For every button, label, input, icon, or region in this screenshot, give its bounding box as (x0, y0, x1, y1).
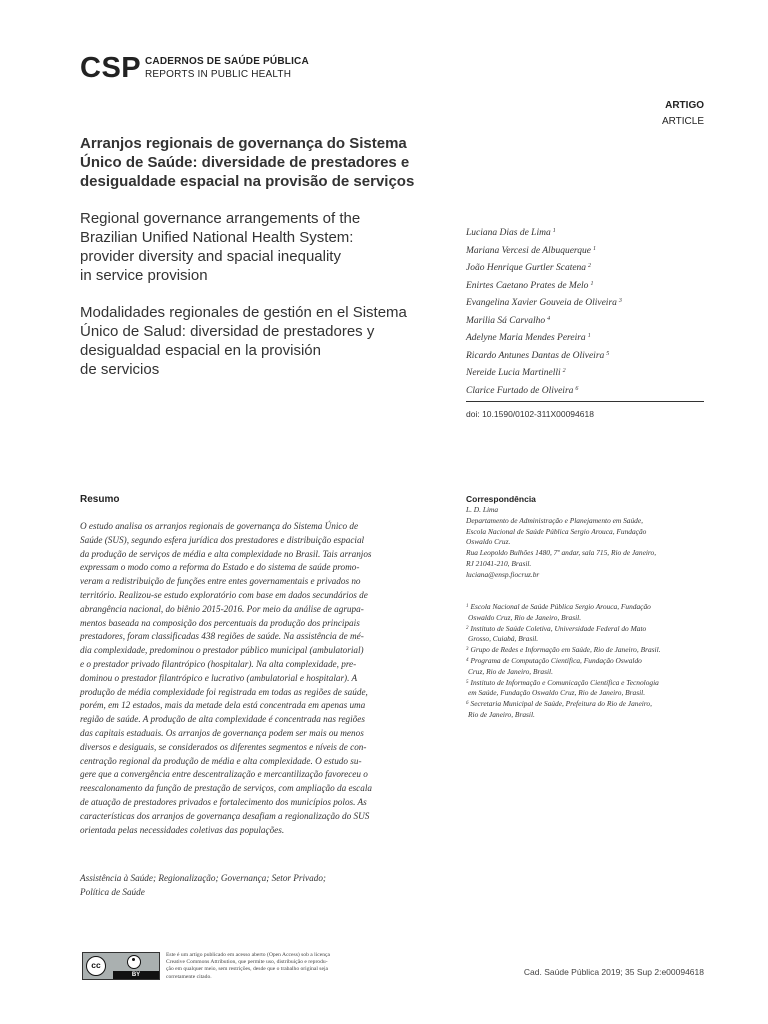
author-name-text: Enirtes Caetano Prates de Melo (466, 280, 589, 291)
author-affiliation-number: 1 (592, 245, 596, 252)
affiliation-text: Escola Nacional de Saúde Pública Sergio Arouca, Fundação (470, 602, 651, 611)
abstract-line: gere que a convergência entre descentralização e mercantilização favoreceu o (80, 769, 368, 780)
affiliation-text: Instituto de Informação e Comunicação Científica e Tecnologia (470, 677, 659, 687)
affiliation-text: em Saúde, Fundação Oswaldo Cruz, Rio de Janeiro, Brasil. (468, 688, 646, 698)
title-line: Regional governance arrangements of the (80, 210, 361, 227)
attribution-icon (127, 955, 141, 969)
author-affiliation-number: 5 (606, 350, 610, 357)
affiliation-line (466, 634, 706, 645)
author-name-text: Clarice Furtado de Oliveira (466, 385, 574, 396)
correspondence-line: Escola Nacional de Saúde Pública Sergio Arouca, Fundação (466, 526, 647, 536)
affiliation-text: Rio de Janeiro, Brasil. (468, 709, 535, 719)
title-line: Modalidades regionales de gestión en el Sistema (80, 304, 407, 321)
correspondence-line: L. D. Lima (466, 505, 499, 514)
abstract-line: prestadores, foram classificadas 438 regiões de saúde. Na assistência de mé- (80, 631, 364, 642)
abstract-line: dominou o prestador filantrópico e lucrativo (ambulatorial e hospitalar). A (80, 672, 358, 683)
title-portuguese (80, 134, 450, 191)
author-name (466, 242, 706, 260)
article-type-pt: ARTIGO (665, 100, 704, 111)
divider (466, 401, 704, 402)
license-line: Este é um artigo publicado em acesso aberto (Open Access) sob a licença (166, 952, 331, 958)
correspondence-line: Departamento de Administração e Planejamento em Saúde, (466, 515, 643, 525)
by-label: BY (113, 971, 159, 979)
author-name-text: João Henrique Gurtler Scatena (466, 263, 587, 273)
affiliation-number: 6 (466, 701, 469, 707)
title-line: desigualdad espacial en la provisión (80, 342, 321, 359)
keywords-line: Política de Saúde (80, 886, 145, 897)
affiliation-line (466, 710, 706, 721)
author-name-text: Nereide Lucia Martinelli (466, 368, 561, 378)
author-name (466, 364, 706, 382)
author-affiliation-number: 2 (588, 263, 592, 269)
author-affiliation-number: 6 (575, 385, 579, 392)
affiliation-text: Instituto de Saúde Coletiva, Universidade Federal do Mato (470, 623, 647, 633)
license-line: Creative Commons Attribution, que permite uso, distribuição e reprodu- (166, 959, 328, 966)
affiliation-number: 2 (466, 625, 469, 631)
affiliation-line (466, 678, 706, 689)
affiliation-line (466, 667, 706, 678)
author-affiliation-number: 3 (618, 298, 622, 304)
abstract-line: da produção de serviços de média e alta complexidade no Brasil. Tais arranjos (80, 548, 372, 559)
correspondence-line: RJ 21041-210, Brasil. (466, 558, 532, 568)
doi[interactable]: doi: 10.1590/0102-311X00094618 (466, 409, 594, 419)
abstract-line: O estudo analisa os arranjos regionais de governança do Sistema Único de (80, 521, 359, 531)
abstract-line: centração regional da produção de média e alta complexidade. O estudo su- (80, 755, 362, 766)
abstract-line: e o prestador privado filantrópico (hospitalar). Na alta complexidade, pre- (80, 658, 357, 669)
keywords-line: Assistência à Saúde; Regionalização; Governança; Setor Privado; (80, 873, 326, 883)
title-english (80, 209, 450, 285)
creative-commons-badge[interactable] (82, 952, 160, 980)
title-line: de servicios (80, 361, 160, 378)
cc-icon: cc (86, 956, 106, 976)
journal-name-en: REPORTS IN PUBLIC HEALTH (145, 69, 292, 80)
license-line: ção em qualquer meio, sem restrições, desde que o trabalho original seja (166, 966, 329, 973)
affiliation-line (466, 645, 706, 656)
keywords (80, 872, 448, 900)
abstract-body (80, 520, 448, 837)
author-name-text: Marilia Sá Carvalho (466, 315, 546, 326)
author-name (466, 224, 706, 242)
affiliation-text: Cruz, Rio de Janeiro, Brasil. (468, 666, 553, 676)
author-name (466, 259, 706, 277)
article-type-en: ARTICLE (661, 116, 704, 127)
author-affiliation-number: 1 (590, 280, 594, 287)
abstract-line: de atuação de prestadores privados e fortalecimento dos municípios polos. As (80, 796, 367, 807)
affiliation-text: Programa de Computação Científica, Fundação Oswaldo (470, 655, 642, 665)
author-affiliation-number: 1 (587, 333, 591, 339)
title-line: in service provision (80, 267, 208, 284)
abstract-line: das capitais estaduais. Os arranjos de governança podem ser mais ou menos (80, 727, 364, 738)
correspondence-heading: Correspondência (466, 494, 536, 504)
abstract-line: dia complexidade, predominou o prestador público municipal (ambulatorial) (80, 645, 364, 656)
author-name (466, 329, 706, 347)
affiliations (466, 602, 706, 721)
author-name-text: Mariana Vercesi de Albuquerque (466, 245, 591, 256)
abstract-line: Saúde (SUS), segundo esfera jurídica dos prestadores e distribuição espacial (80, 534, 365, 545)
author-name (466, 382, 706, 400)
journal-logo: CSP (80, 52, 142, 84)
affiliation-line (466, 602, 706, 613)
title-line: Único de Salud: diversidad de prestadores y (80, 323, 375, 340)
title-line: desigualdade espacial na provisão de serviços (80, 173, 415, 190)
citation: Cad. Saúde Pública 2019; 35 Sup 2:e00094618 (523, 967, 704, 977)
author-list (466, 224, 706, 399)
author-name (466, 277, 706, 295)
author-name-text: Evangelina Xavier Gouveia de Oliveira (466, 298, 617, 308)
correspondence-body (466, 505, 706, 581)
author-name-text: Luciana Dias de Lima (466, 228, 551, 238)
abstract-line: expressam o modo como a reforma do Estado e do sistema de saúde promo- (80, 562, 360, 573)
title-spanish (80, 303, 450, 379)
title-line: provider diversity and spacial inequality (80, 248, 341, 265)
affiliation-number: 5 (466, 679, 469, 685)
abstract-line: produção de média complexidade foi registrada em todas as regiões de saúde, (80, 686, 368, 697)
license-text (166, 952, 396, 981)
author-name (466, 294, 706, 312)
affiliation-line (466, 699, 706, 710)
abstract-line: abrangência nacional, do biênio 2015-2016. Por meio da análise de agrupa- (80, 603, 364, 614)
correspondence-email[interactable]: luciana@ensp.fiocruz.br (466, 569, 540, 579)
correspondence-line: Rua Leopoldo Bulhões 1480, 7º andar, sala 715, Rio de Janeiro, (466, 548, 657, 558)
author-name (466, 312, 706, 330)
abstract-line: veram a redistribuição de funções entre entes governamentais e privados no (80, 576, 361, 587)
correspondence-line: Oswaldo Cruz. (466, 537, 511, 547)
affiliation-text: Secretaria Municipal de Saúde, Prefeitura do Rio de Janeiro, (470, 699, 652, 709)
abstract-line: orientada pelas necessidades coletivas das populações. (80, 824, 285, 835)
affiliation-line (466, 656, 706, 667)
abstract-line: reescalonamento da função de prestação de serviços, com ampliação da escala (80, 783, 372, 794)
title-line: Brazilian Unified National Health System: (80, 229, 354, 246)
journal-name-pt: CADERNOS DE SAÚDE PÚBLICA (145, 56, 309, 67)
affiliation-text: Grupo de Redes e Informação em Saúde, Rio de Janeiro, Brasil. (470, 645, 661, 655)
affiliation-text: Oswaldo Cruz, Rio de Janeiro, Brasil. (468, 612, 582, 622)
author-affiliation-number: 4 (547, 315, 551, 322)
abstract-line: território. Realizou-se estudo exploratório com base em dados secundários de (80, 589, 368, 600)
affiliation-number: 3 (466, 647, 469, 653)
author-name-text: Ricardo Antunes Dantas de Oliveira (466, 350, 605, 361)
abstract-line: mentos baseada na composição dos percentuais da produção dos principais (80, 617, 360, 628)
author-name-text: Adelyne Maria Mendes Pereira (466, 333, 586, 343)
abstract-heading: Resumo (80, 494, 120, 505)
affiliation-number: 4 (466, 657, 469, 663)
author-affiliation-number: 2 (562, 368, 566, 374)
author-affiliation-number: 1 (552, 228, 556, 234)
abstract-line: características dos arranjos de governança desafiam a regionalização do SUS (80, 810, 370, 821)
affiliation-text: Grosso, Cuiabá, Brasil. (468, 634, 539, 644)
title-line: Arranjos regionais de governança do Sistema (80, 135, 407, 152)
license-line: corretamente citado. (166, 973, 212, 980)
affiliation-line (466, 613, 706, 624)
title-line: Único de Saúde: diversidade de prestadores e (80, 154, 410, 171)
abstract-line: região de saúde. A produção de alta complexidade é concentrada nas regiões (80, 714, 365, 725)
author-name (466, 347, 706, 365)
affiliation-line (466, 688, 706, 699)
affiliation-line (466, 624, 706, 635)
abstract-line: diversos e desiguais, se considerados os diferentes segmentos e níveis de con- (80, 741, 367, 752)
affiliation-number: 1 (466, 604, 469, 609)
abstract-line: porém, em 12 estados, mais da metade dela está concentrada em apenas uma (80, 700, 366, 711)
